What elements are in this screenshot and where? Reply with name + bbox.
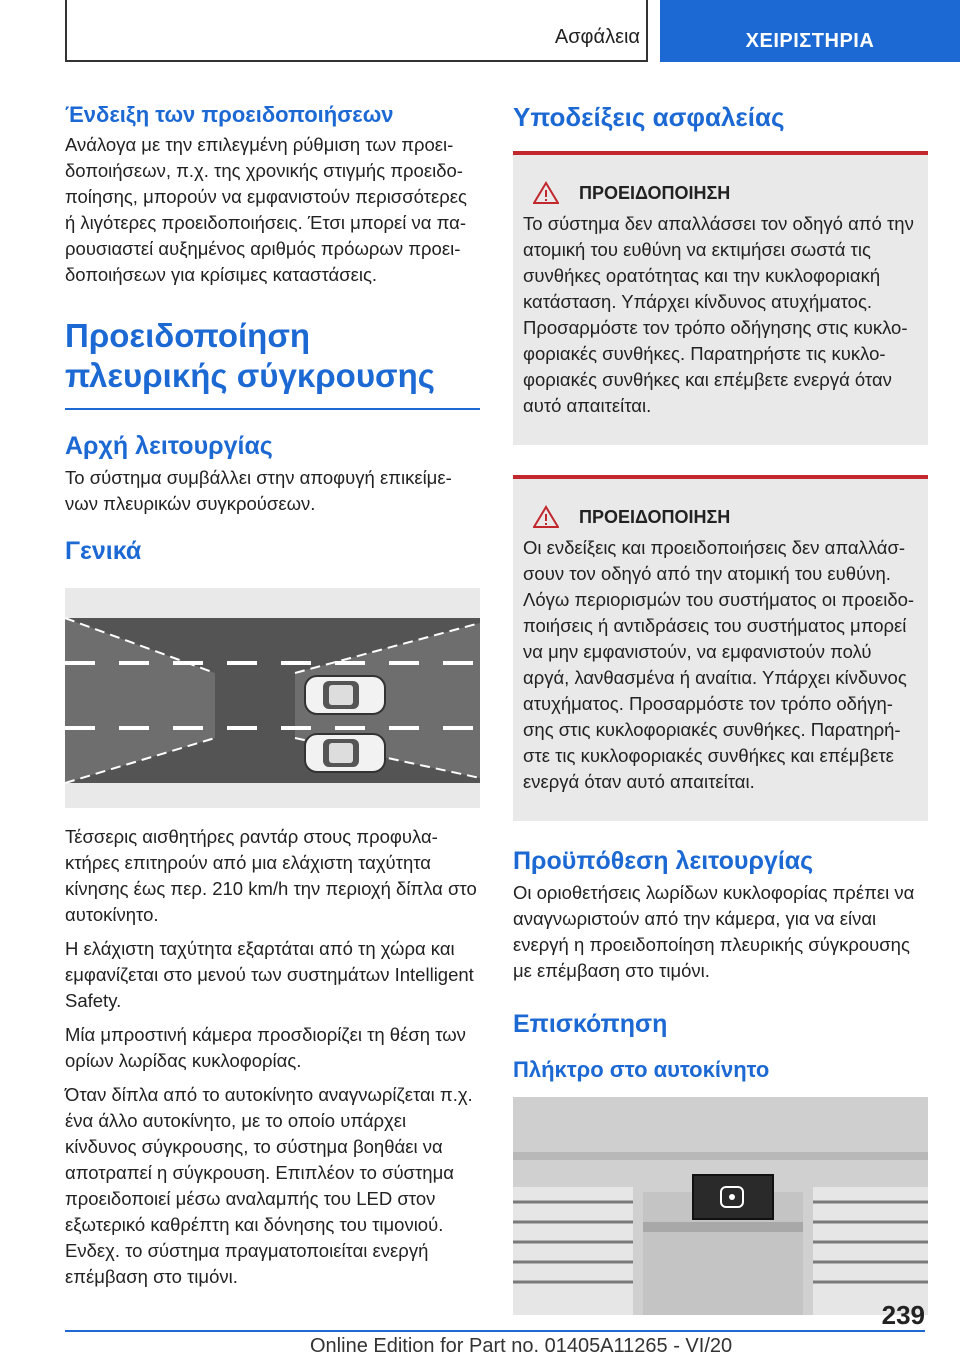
footer-rule (65, 1330, 925, 1332)
warning-label-1: ΠΡΟΕΙΔΟΠΟΙΗΣΗ (579, 182, 731, 203)
warnings-text: Ανάλογα με την επιλεγμένη ρύθμιση των προει-δοποιήσεων, π.χ. της χρονικής στιγμής προειδο-ποίησης, μπορούν να εμφανιστούν περισσότερες ή λιγότερες προειδοποιήσεις. Έτσι μπορεί να πα-ρουσιαστεί αυξημένος αριθμός πρόωρων προει-δοποιήσεων για κρίσιμες καταστάσεις. (65, 134, 467, 285)
general-heading: Γενικά (65, 537, 142, 565)
principle-text: Το σύστημα συμβάλλει στην αποφυγή επικείμε-νων πλευρικών συγκρούσεων. (65, 467, 452, 514)
para-camera: Μία μπροστινή κάμερα προσδιορίζει τη θέση των ορίων λωρίδας κυκλοφορίας. (65, 1024, 466, 1071)
para-min-speed: Η ελάχιστη ταχύτητα εξαρτάται από τη χώρα και εμφανίζεται στο μενού των συστημάτων Intelligent Safety. (65, 938, 474, 1011)
side-collision-diagram (65, 588, 480, 808)
button-photo (513, 1097, 928, 1315)
principle-heading: Αρχή λειτουργίας (65, 432, 273, 460)
para-detection: Όταν δίπλα από το αυτοκίνητο αναγνωρίζεται π.χ. ένα άλλο αυτοκίνητο, με το οποίο υπάρχει κίνδυνος σύγκρουσης, το σύστημα βοηθάει να αποτραπεί η σύγκρουση. Επιπλέον το σύστημα προειδοποιεί μέσω αναλαμπής του LED στον εξωτερικό καθρέπτη και δόνησης του τιμονιού. Ενδεχ. το σύστημα πραγματοποιείται ενεργή επέμβαση στο τιμόνι. (65, 1084, 473, 1287)
button-heading: Πλήκτρο στο αυτοκίνητο (513, 1057, 770, 1082)
warnings-heading: Ένδειξη των προειδοποιήσεων (65, 102, 394, 127)
para-radar: Τέσσερις αισθητήρες ραντάρ στους προφυλα-κτήρες επιτηρούν από μια ελάχιστη ταχύτητα κίνησης έως περ. 210 km/h την περιοχή δίπλα στο αυτοκίνητο. (65, 826, 477, 925)
safety-heading: Υποδείξεις ασφαλείας (513, 102, 785, 132)
warning-triangle-icon (533, 181, 559, 205)
overview-heading: Επισκόπηση (513, 1010, 668, 1038)
page-number: 239 (881, 1300, 925, 1330)
main-title: Προειδοποίηση πλευρικής σύγκρουσης (65, 317, 435, 394)
car-top (305, 676, 385, 714)
warning-box-2 (513, 475, 928, 821)
header-chapter-tab: ΧΕΙΡΙΣΤΗΡΙΑ (660, 0, 960, 62)
road-illustration (65, 588, 480, 808)
car-bottom (305, 734, 385, 772)
warning-text-1: Το σύστημα δεν απαλλάσσει τον οδηγό από την ατομική του ευθύνη να εκτιμήσει σωστά τις συνθήκες ορατότητας και την κυκλοφοριακή κατάσταση. Υπάρχει κίνδυνος ατυχήματος. Προσαρμόστε τον τρόπο οδήγησης στις κυκλο-φοριακές συνθήκες. Παρατηρήστε τις κυκλο-φοριακές συνθήκες και επέμβετε ενεργά όταν αυτό απαιτείται. (523, 213, 914, 416)
right-column (513, 102, 928, 1315)
prereq-text: Οι οριοθετήσεις λωρίδων κυκλοφορίας πρέπει να αναγνωριστούν από την κάμερα, για να είναι ενεργή η προειδοποίηση πλευρικής σύγκρουσης με επέμβαση στο τιμόνι. (513, 882, 915, 981)
prereq-heading: Προϋπόθεση λειτουργίας (513, 847, 814, 875)
warning-box-1 (513, 151, 928, 445)
header-section-title: Ασφάλεια (554, 26, 640, 48)
warning-triangle-icon (533, 505, 559, 529)
warning-text-2: Οι ενδείξεις και προειδοποιήσεις δεν απαλλάσ-σουν τον οδηγό από την ατομική του ευθύνη. Λόγω περιορισμών του συστήματος οι προειδο-ποιήσεις ή αντιδράσεις του συστήματος μπορεί να μην εμφανιστούν, να εμφανιστούν πολύ αργά, λανθασμένα ή αναίτια. Υπάρχει κίνδυνος ατυχήματος. Προσαρμόστε τον τρόπο οδήγη-σης στις κυκλοφοριακές συνθήκες. Παρατηρή-στε τις κυκλοφοριακές συνθήκες και επέμβετε ενεργά όταν αυτό απαιτείται. (523, 537, 915, 792)
footer-edition: Online Edition for Part no. 01405A11265 - VI/20 (310, 1335, 733, 1357)
warning-label-2: ΠΡΟΕΙΔΟΠΟΙΗΣΗ (579, 506, 731, 527)
dashboard-illustration (513, 1097, 928, 1315)
left-column (65, 102, 480, 1290)
